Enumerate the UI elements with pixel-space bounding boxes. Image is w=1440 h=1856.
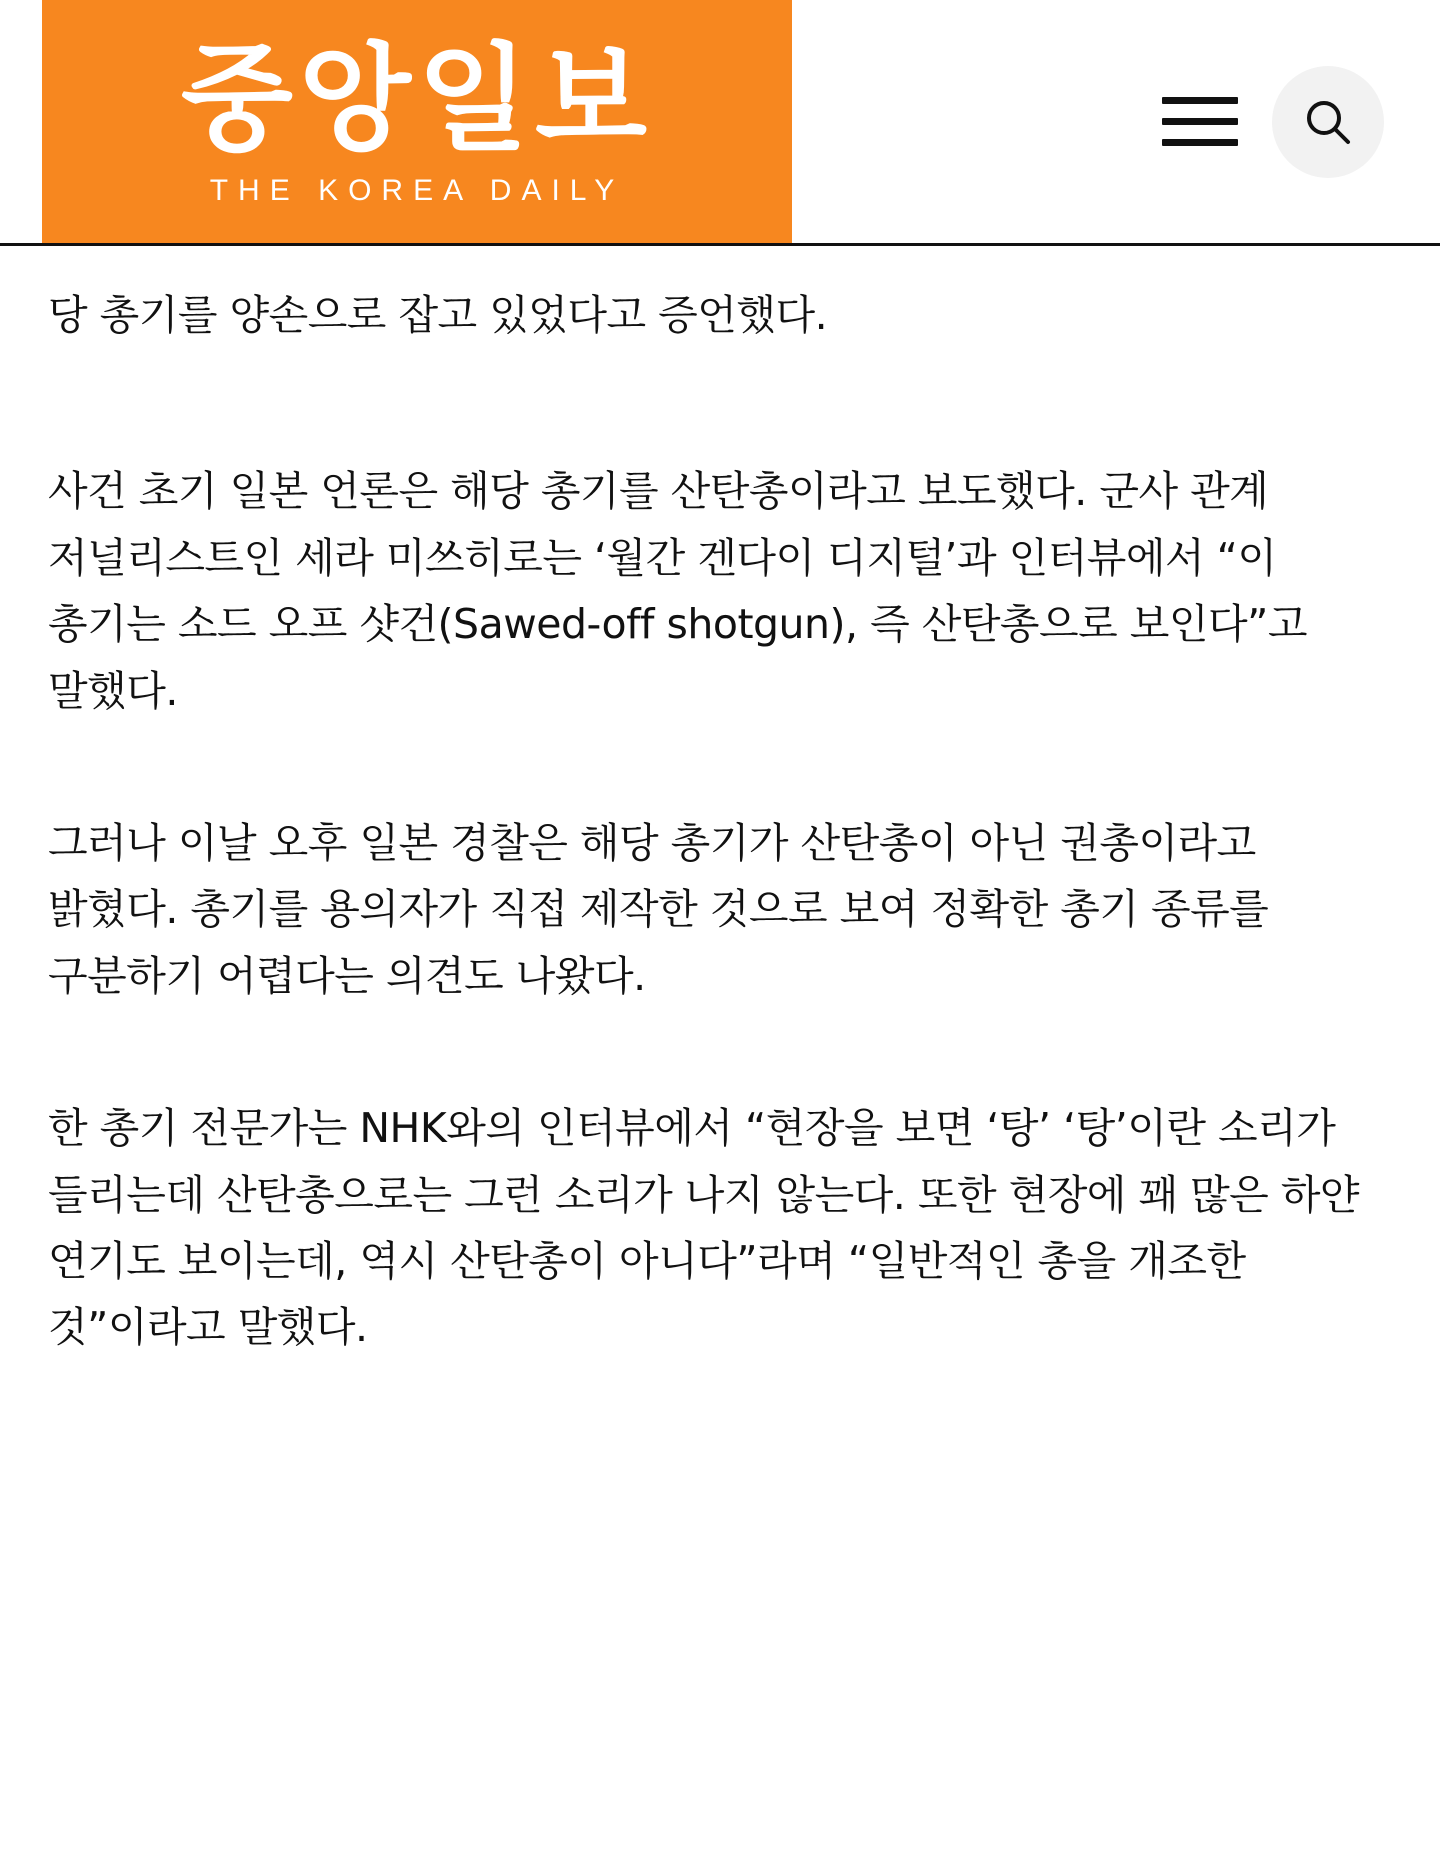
search-button[interactable] bbox=[1272, 66, 1384, 178]
article-paragraph: 사건 초기 일본 언론은 해당 총기를 산탄총이라고 보도했다. 군사 관계 저널리스트인 세라 미쓰히로는 ‘월간 겐다이 디지털’과 인터뷰에서 “이 총기는 소드 오프 샷건(Sawed-off shotgun), 즉 산탄총으로 보인다”고 말했다. bbox=[48, 467, 1307, 715]
logo-english-text: THE KOREA DAILY bbox=[209, 173, 625, 207]
site-header bbox=[0, 0, 1440, 246]
article-body bbox=[0, 246, 1440, 1361]
article-paragraph: 당 총기를 양손으로 잡고 있었다고 증언했다. bbox=[48, 291, 828, 339]
hamburger-line-top bbox=[1162, 97, 1238, 104]
article-paragraph: 한 총기 전문가는 NHK와의 인터뷰에서 “현장을 보면 ‘탕’ ‘탕’이란 소리가 들리는데 산탄총으로는 그런 소리가 나지 않는다. 또한 현장에 꽤 많은 하얀 연기도 보이는데, 역시 산탄총이 아니다”라며 “일반적인 총을 개조한 것”이라고 말했다. bbox=[48, 1104, 1360, 1352]
hamburger-line-middle bbox=[1162, 118, 1238, 125]
logo-korean-text: 중앙일보 bbox=[180, 32, 654, 168]
header-actions bbox=[792, 0, 1440, 243]
hamburger-menu-icon[interactable] bbox=[1162, 91, 1238, 153]
site-logo[interactable] bbox=[42, 0, 792, 243]
hamburger-line-bottom bbox=[1162, 139, 1238, 146]
article-paragraph: 그러나 이날 오후 일본 경찰은 해당 총기가 산탄총이 아닌 권총이라고 밝혔다. 총기를 용의자가 직접 제작한 것으로 보여 정확한 총기 종류를 구분하기 어렵다는 의견도 나왔다. bbox=[48, 819, 1269, 1000]
search-icon bbox=[1300, 94, 1356, 150]
